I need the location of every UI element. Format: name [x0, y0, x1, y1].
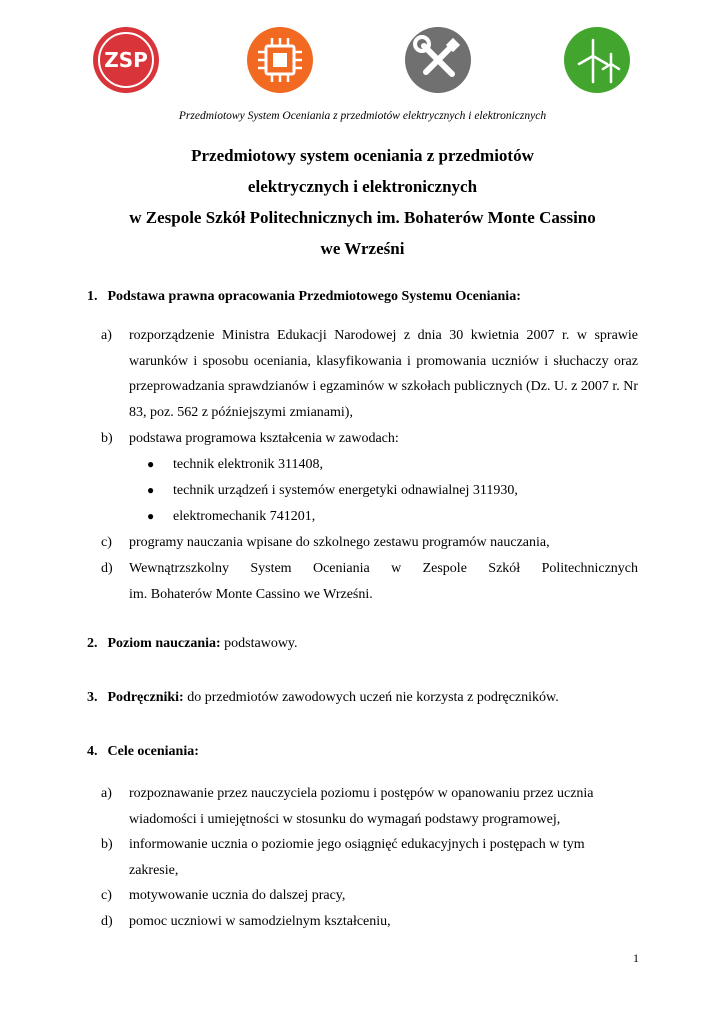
bullet-text: technik urządzeń i systemów energetyki odnawialnej 311930, — [173, 483, 518, 498]
section-number: 3. — [87, 690, 98, 705]
list-item — [101, 832, 638, 883]
list-text: informowanie ucznia o poziomie jego osiągnięć edukacyjnych i postępach w tym zakresie, — [129, 837, 585, 878]
bullet-text: technik elektronik 311408, — [173, 457, 323, 472]
list-marker: d) — [101, 561, 113, 576]
page-number: 1 — [633, 951, 639, 965]
bullet-icon: ● — [147, 457, 155, 471]
document-title — [0, 140, 725, 264]
section-1-heading — [87, 289, 521, 305]
list-marker: b) — [101, 431, 113, 446]
list-marker: d) — [101, 914, 113, 929]
list-marker: c) — [101, 535, 112, 550]
section-3-heading — [87, 690, 559, 706]
tools-logo — [404, 26, 472, 94]
bullet-icon: ● — [147, 509, 155, 523]
bullet-text: elektromechanik 741201, — [173, 509, 316, 524]
section-value: do przedmiotów zawodowych uczeń nie korzysta z podręczników. — [187, 690, 559, 705]
list-item — [101, 426, 638, 452]
list-text: pomoc uczniowi w samodzielnym kształceniu, — [129, 914, 391, 929]
list-text-continued: im. Bohaterów Monte Cassino we Wrześni. — [129, 586, 373, 602]
list-item — [101, 883, 638, 909]
svg-text:ZSP: ZSP — [104, 48, 148, 72]
list-item — [101, 909, 638, 935]
list-marker: b) — [101, 837, 113, 852]
bullet-item — [147, 504, 315, 530]
section-2-heading — [87, 636, 298, 652]
bullet-item — [147, 452, 323, 478]
section-value: podstawowy. — [224, 636, 298, 651]
title-line-1: Przedmiotowy system oceniania z przedmiotów — [191, 146, 534, 165]
title-line-3: w Zespole Szkół Politechnicznych im. Bohaterów Monte Cassino — [129, 208, 596, 227]
list-marker: a) — [101, 786, 112, 801]
list-text: podstawa programowa kształcenia w zawodach: — [129, 431, 399, 446]
list-text: rozporządzenie Ministra Edukacji Narodowej z dnia 30 kwietnia 2007 r. w sprawie warunków i sposobu oceniania, klasyfikowania i promowania uczniów i słuchaczy oraz przeprowadzania sprawdzianów i egzaminów w szkołach publicznych (Dz. U. z 2007 r. Nr 83, poz. 562 z późniejszymi zmianami), — [129, 328, 638, 420]
bullet-item — [147, 478, 518, 504]
list-item — [101, 530, 638, 556]
section-title: Podręczniki: — [107, 690, 184, 705]
section-title: Cele oceniania: — [107, 744, 199, 759]
section-title: Poziom nauczania: — [107, 636, 221, 651]
list-item — [101, 323, 638, 425]
list-marker: a) — [101, 328, 112, 343]
wind-logo — [563, 26, 631, 94]
section-number: 2. — [87, 636, 98, 651]
chip-logo — [246, 26, 314, 94]
section-number: 1. — [87, 289, 98, 304]
title-line-2: elektrycznych i elektronicznych — [247, 177, 478, 196]
list-item — [101, 556, 638, 607]
section-4-heading — [87, 744, 199, 760]
list-item — [101, 781, 638, 832]
section-number: 4. — [87, 744, 98, 759]
section-title: Podstawa prawna opracowania Przedmiotowego Systemu Oceniania: — [107, 289, 521, 304]
bullet-icon: ● — [147, 483, 155, 497]
zsp-logo — [92, 26, 160, 94]
list-text: Wewnątrzszkolny System Oceniania w Zespole Szkół Politechnicznych — [129, 561, 638, 576]
list-text: programy nauczania wpisane do szkolnego zestawu programów nauczania, — [129, 535, 550, 550]
title-line-4: we Wrześni — [320, 239, 405, 258]
list-text: motywowanie ucznia do dalszej pracy, — [129, 888, 346, 903]
running-header: Przedmiotowy System Oceniania z przedmiotów elektrycznych i elektronicznych — [178, 110, 547, 122]
list-marker: c) — [101, 888, 112, 903]
list-text: rozpoznawanie przez nauczyciela poziomu i postępów w opanowaniu przez ucznia wiadomości i umiejętności w stosunku do wymagań podstawy programowej, — [129, 786, 594, 827]
logo-row — [0, 26, 725, 96]
